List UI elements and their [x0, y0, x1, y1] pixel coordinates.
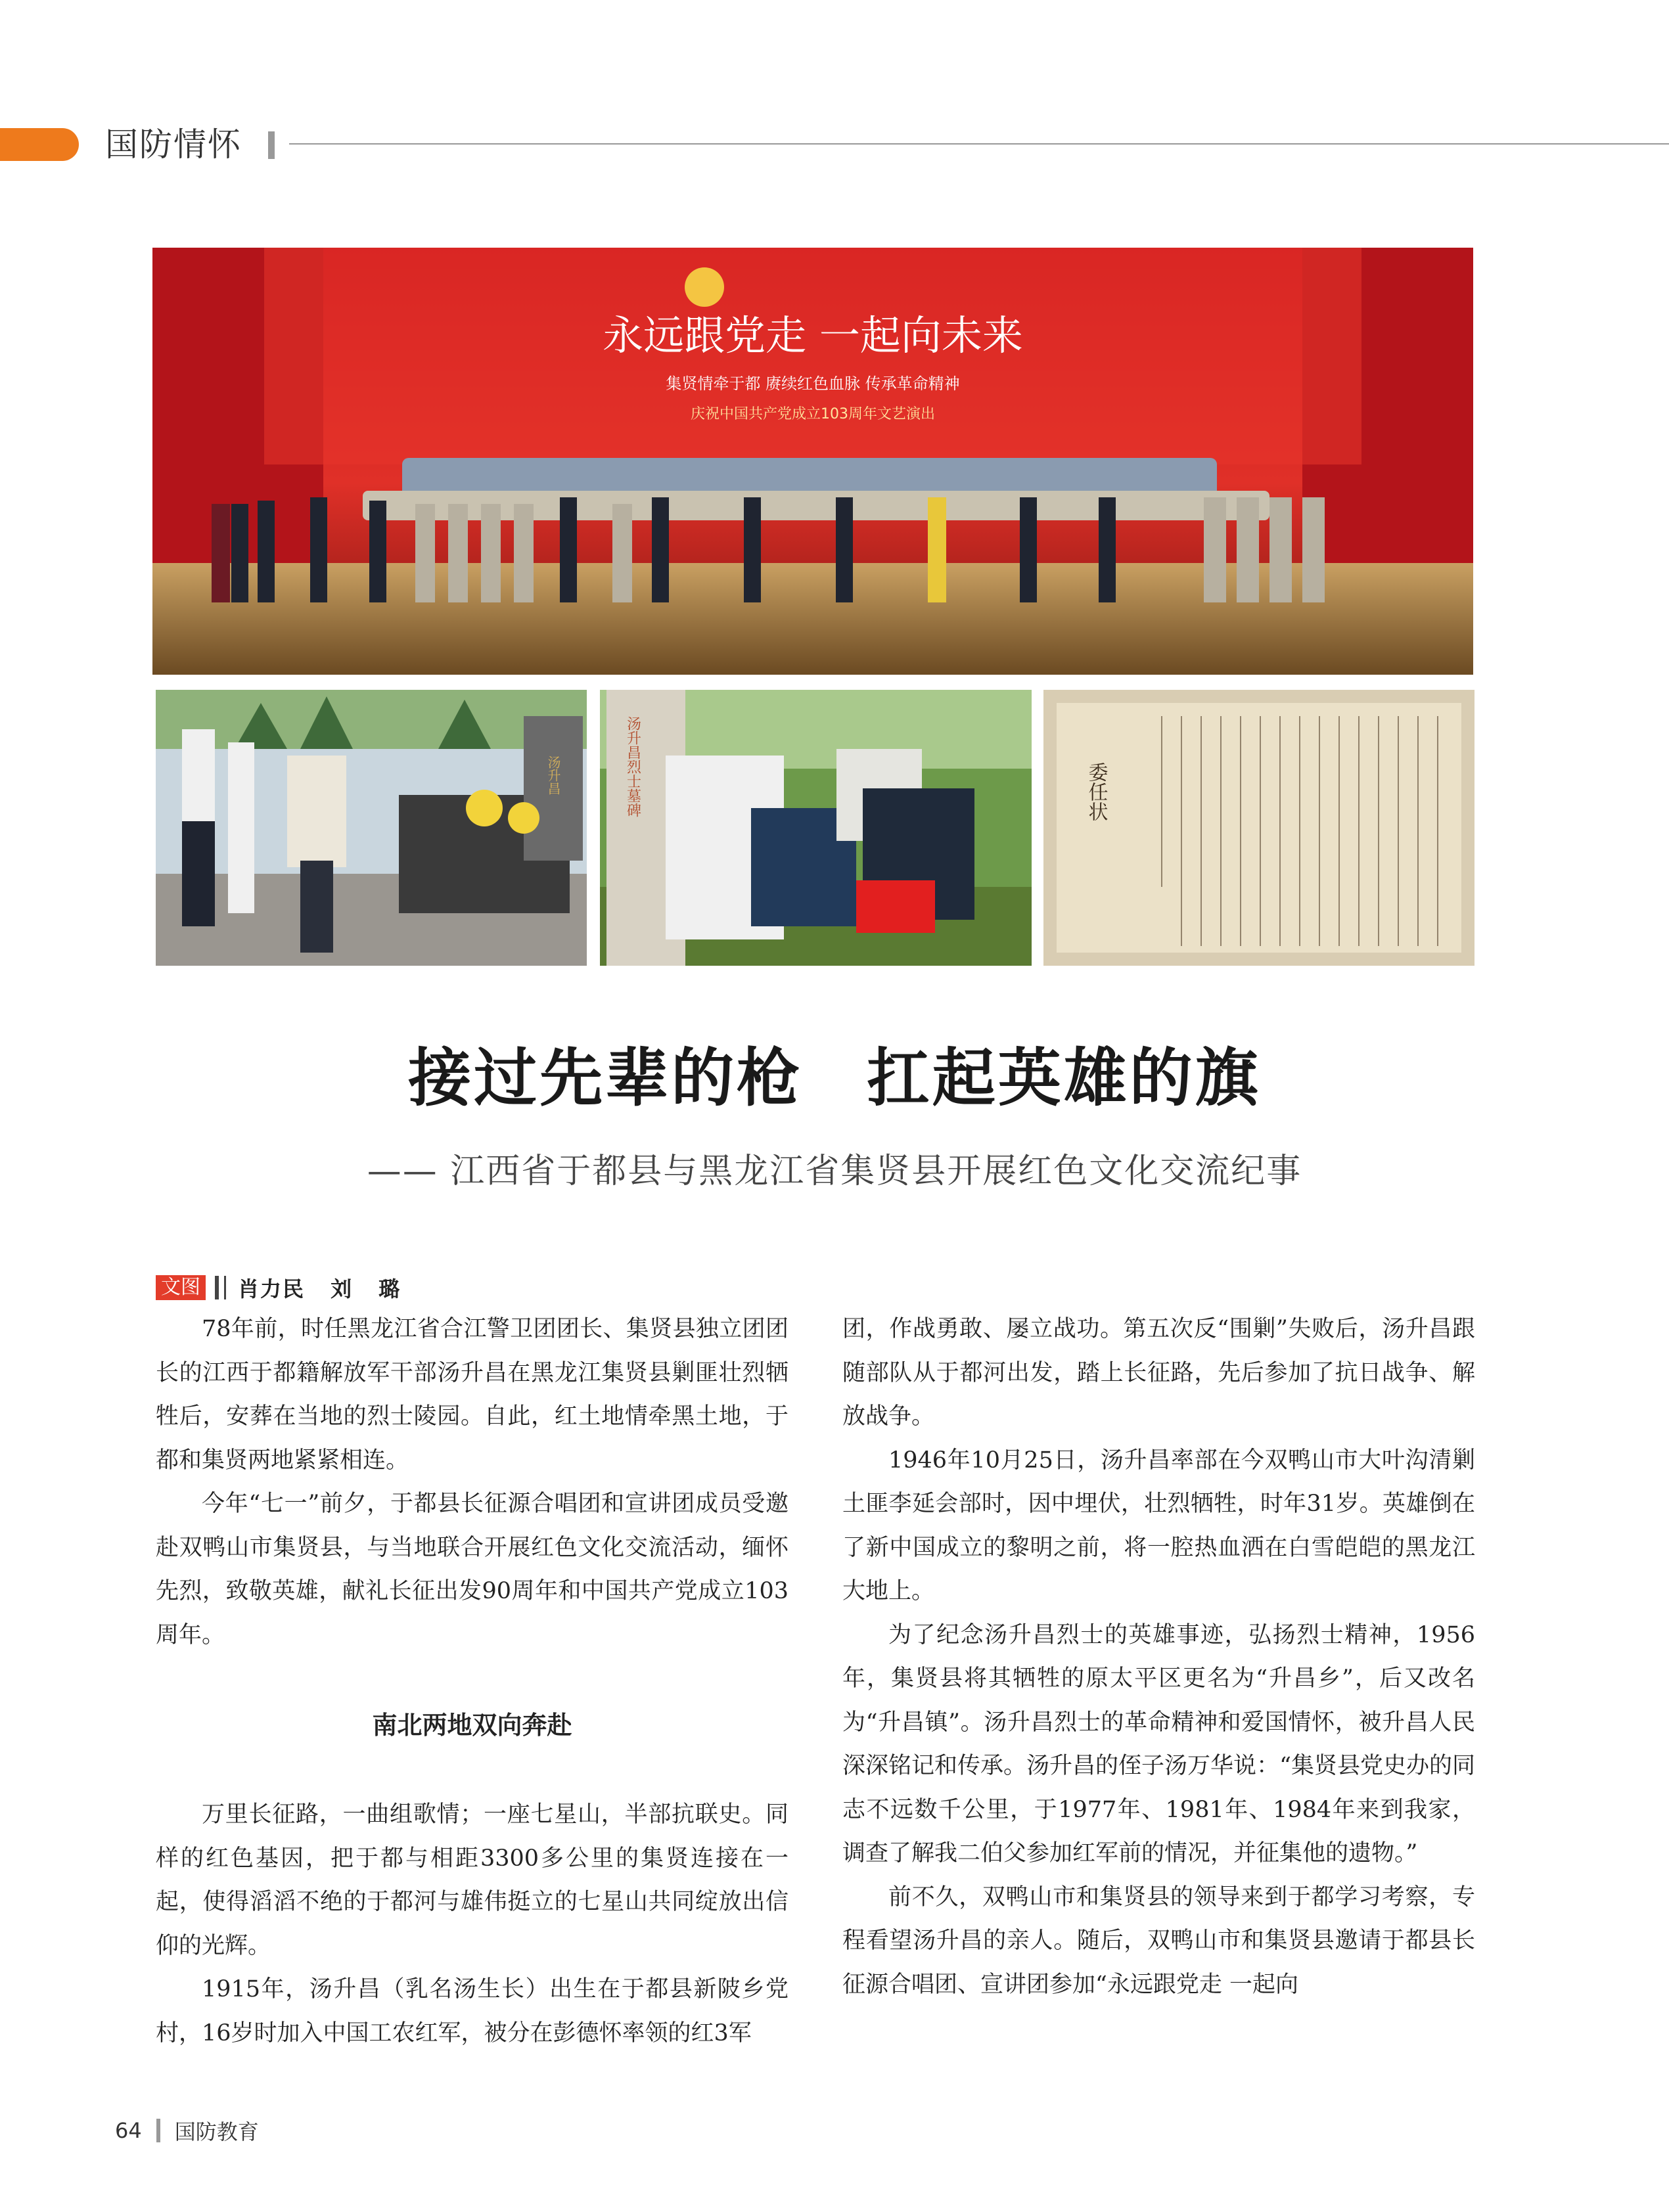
byline-authors: 肖力民 刘 璐 [238, 1276, 401, 1301]
paragraph-continued: 团，作战勇敢、屡立战功。第五次反“围剿”失败后，汤升昌跟随部队从于都河出发，踏上长征路，先后参加了抗日战争、解放战争。 [842, 1316, 1475, 1430]
memorial-stone-text: 汤升昌 [545, 756, 561, 795]
byline-separator-thin [224, 1276, 226, 1299]
section-title: 国防情怀 [105, 125, 242, 164]
document-photo [1043, 690, 1475, 966]
section-heading: 南北两地双向奔赴 [372, 1711, 572, 1740]
stage-banner-main: 永远跟党走 一起向未来 [603, 311, 1023, 359]
page-number: 64 [115, 2118, 142, 2143]
paragraph: 1946年10月25日，汤升昌率部在今双鸭山市大叶沟清剿土匪李延会部时，因中埋伏，壮烈牺牲，时年31岁。英雄倒在了新中国成立的黎明之前，将一腔热血洒在白雪皑皑的黑龙江大地上。 [842, 1447, 1475, 1604]
planting-photo [600, 690, 1032, 966]
paragraph: 78年前，时任黑龙江省合江警卫团团长、集贤县独立团团长的江西于都籍解放军干部汤升昌在黑龙江集贤县剿匪壮烈牺牲后，安葬在当地的烈士陵园。自此，红土地情牵黑土地，于都和集贤两地紧紧相连。 [156, 1316, 789, 1474]
article-title: 接过先辈的枪 扛起英雄的旗 [408, 1041, 1261, 1115]
paragraph: 为了纪念汤升昌烈士的英雄事迹，弘扬烈士精神，1956年，集贤县将其牺牲的原太平区更名为“升昌乡”，后又改名为“升昌镇”。汤升昌烈士的革命精神和爱国情怀，被升昌人民深深铭记和传承。汤升昌的侄子汤万华说：“集贤县党史办的同志不远数千公里，于1977年、1981年、1984年来到我家，调查了解我二伯父参加红军前的情况，并征集他的遗物。” [842, 1621, 1475, 1866]
article-column-left [156, 1307, 789, 2055]
document-handwriting: 委任状 [1084, 762, 1108, 821]
stage-banner-line2: 庆祝中国共产党成立103周年文艺演出 [691, 406, 935, 422]
magazine-name: 国防教育 [174, 2119, 259, 2144]
paragraph: 万里长征路，一曲组歌情；一座七星山，半部抗联史。同样的红色基因，把于都与相距3300多公里的集贤连接在一起，使得滔滔不绝的于都河与雄伟挺立的七星山共同绽放出信仰的光辉。 [156, 1801, 789, 1959]
memorial-photo [156, 690, 587, 966]
byline-separator [215, 1276, 219, 1299]
byline-tag: 文图 [156, 1275, 206, 1300]
article-subtitle: —— 江西省于都县与黑龙江省集贤县开展红色文化交流纪事 [367, 1152, 1302, 1191]
paragraph: 1915年，汤升昌（乳名汤生长）出生在于都县新陂乡党村，16岁时加入中国工农红军，被分在彭德怀率领的红3军 [156, 1976, 789, 2046]
paragraph: 前不久，双鸭山市和集贤县的领导来到于都学习考察，专程看望汤升昌的亲人。随后，双鸭山市和集贤县邀请于都县长征源合唱团、宣讲团参加“永远跟党走 一起向 [842, 1884, 1475, 1998]
section-tab-marker [0, 128, 79, 161]
byline [156, 1273, 401, 1302]
stage-photo [152, 248, 1473, 675]
article-column-right [842, 1307, 1475, 2006]
tombstone-text: 汤升昌烈士墓碑 [624, 716, 641, 817]
header-rule [289, 143, 1669, 145]
section-separator [268, 131, 275, 159]
stage-banner-line1: 集贤情牵于都 赓续红色血脉 传承革命精神 [666, 374, 960, 393]
footer-separator [156, 2119, 160, 2142]
paragraph: 今年“七一”前夕，于都县长征源合唱团和宣讲团成员受邀赴双鸭山市集贤县，与当地联合开展红色文化交流活动，缅怀先烈，致敬英雄，献礼长征出发90周年和中国共产党成立103周年。 [156, 1491, 789, 1648]
page-footer [115, 2115, 259, 2146]
